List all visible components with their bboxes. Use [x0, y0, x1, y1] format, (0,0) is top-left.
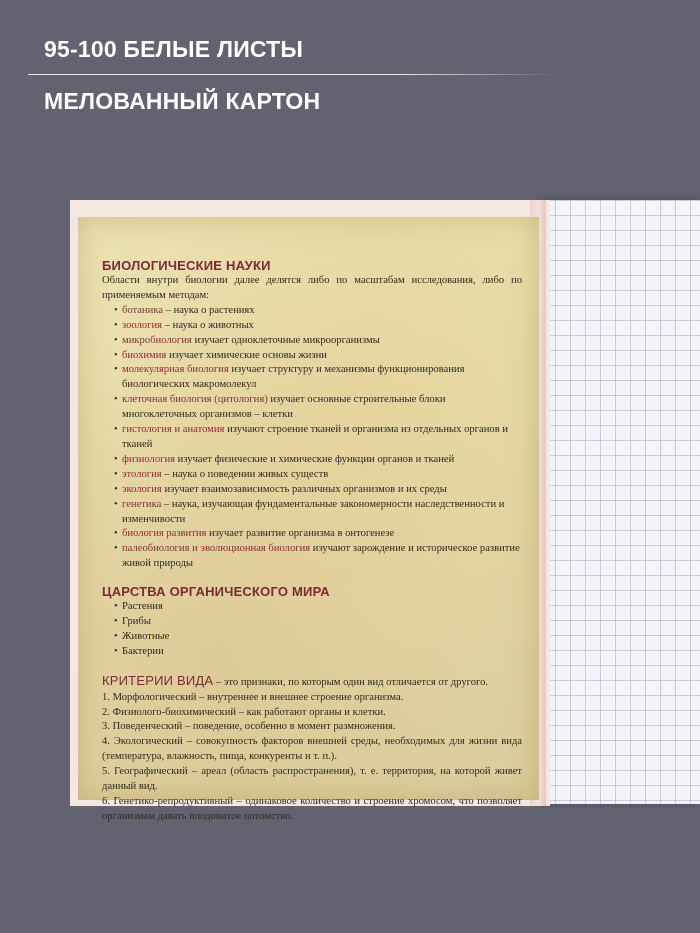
science-description: изучает основные строительные блоки многоклеточных организмов – клетки [122, 394, 446, 421]
criteria-item: 5. Географический – ареал (область распространения), т. е. территория, на которой живет данный вид. [102, 766, 522, 793]
biology-list-item [114, 393, 522, 423]
science-term: зоология [122, 319, 163, 331]
cover-text [102, 257, 522, 825]
kingdom-item: • Растения [114, 600, 522, 615]
science-description: изучает развитие организма в онтогенезе [206, 528, 395, 540]
biology-list-item [114, 349, 522, 364]
biology-list [102, 304, 522, 572]
notebook-photo [70, 200, 700, 822]
biology-list-item [114, 468, 522, 483]
criteria-list [102, 691, 522, 825]
science-term: физиология [122, 453, 176, 465]
criteria-item: 2. Физиолого-биохимический – как работают органы и клетки. [102, 706, 386, 718]
science-term: экология [122, 483, 162, 495]
biology-list-item [114, 542, 522, 572]
science-term: биология развития [122, 528, 207, 540]
biology-list-item [114, 319, 522, 334]
kingdom-item: • Бактерии [114, 645, 522, 660]
biology-list-item [114, 304, 522, 319]
criteria-item: 4. Экологический – совокупность факторов внешней среды, необходимых для жизни вида (температура, влажность, пища, конкуренты и т. п.). [102, 736, 522, 763]
criteria-item: 1. Морфологический – внутреннее и внешнее строение организма. [102, 691, 404, 703]
biology-list-item [114, 453, 522, 468]
header-divider [28, 74, 558, 75]
grid-paper-page [540, 200, 700, 804]
science-term: биохимия [122, 349, 167, 361]
science-description: изучает взаимозависимость различных организмов и их среды [161, 483, 447, 495]
kingdom-item: • Животные [114, 630, 522, 645]
science-description: – наука, изучающая фундаментальные закономерности наследственности и изменчивости [122, 498, 505, 525]
biology-list-item [114, 483, 522, 498]
science-term: палеобиология и эволюционная биология [122, 543, 311, 555]
science-term: гистология и анатомия [122, 424, 225, 436]
science-description: изучает одноклеточные микроорганизмы [191, 334, 380, 346]
science-description: – наука о поведении живых существ [161, 468, 329, 480]
kingdoms-title: ЦАРСТВА ОРГАНИЧЕСКОГО МИРА [102, 584, 330, 600]
science-term: ботаника [122, 304, 164, 316]
headline-pages: 95-100 БЕЛЫЕ ЛИСТЫ [44, 36, 304, 62]
science-description: – наука о растениях [163, 304, 255, 316]
criteria-heading [102, 672, 522, 691]
science-description: изучает структуру и механизмы функционирования биологических макромолекул [122, 364, 465, 391]
science-description: изучает химические основы жизни [166, 349, 327, 361]
criteria-definition: – это признаки, по которым один вид отличается от другого. [213, 676, 489, 688]
criteria-item: 6. Генетико-репродуктивный – одинаковое количество и строение хромосом, что позволяет организмам давать плодовитое потомство. [102, 796, 522, 822]
header-banner [0, 0, 700, 140]
science-term: генетика [122, 498, 162, 510]
biology-sciences-title: БИОЛОГИЧЕСКИЕ НАУКИ [102, 258, 271, 273]
biology-list-item [114, 363, 522, 393]
kingdoms-list [102, 600, 522, 660]
science-description: – наука о животных [162, 319, 254, 331]
science-description: изучают зарождение и историческое развитие живой природы [122, 543, 520, 570]
biology-list-item [114, 423, 522, 453]
science-description: изучает физические и химические функции органов и тканей [175, 453, 455, 465]
science-term: микробиология [122, 334, 192, 346]
biology-list-item [114, 498, 522, 528]
science-description: изучают строение тканей и организма из отдельных органов и тканей [122, 424, 509, 450]
biology-list-item [114, 527, 522, 542]
science-term: этология [122, 468, 162, 480]
headline-cover-material: МЕЛОВАННЫЙ КАРТОН [44, 88, 321, 114]
biology-list-item [114, 334, 522, 349]
cover-print-area [78, 217, 539, 822]
criteria-title: КРИТЕРИИ ВИДА [102, 672, 214, 688]
science-term: клеточная биология (цитология) [122, 394, 268, 406]
biology-intro: Области внутри биологии далее делятся либо по масштабам исследования, либо по применяемым методам: [102, 275, 522, 301]
science-term: молекулярная биология [122, 364, 229, 376]
kingdom-item: • Грибы [114, 615, 522, 630]
criteria-item: 3. Поведенческий – поведение, особенно в момент размножения. [102, 721, 396, 733]
